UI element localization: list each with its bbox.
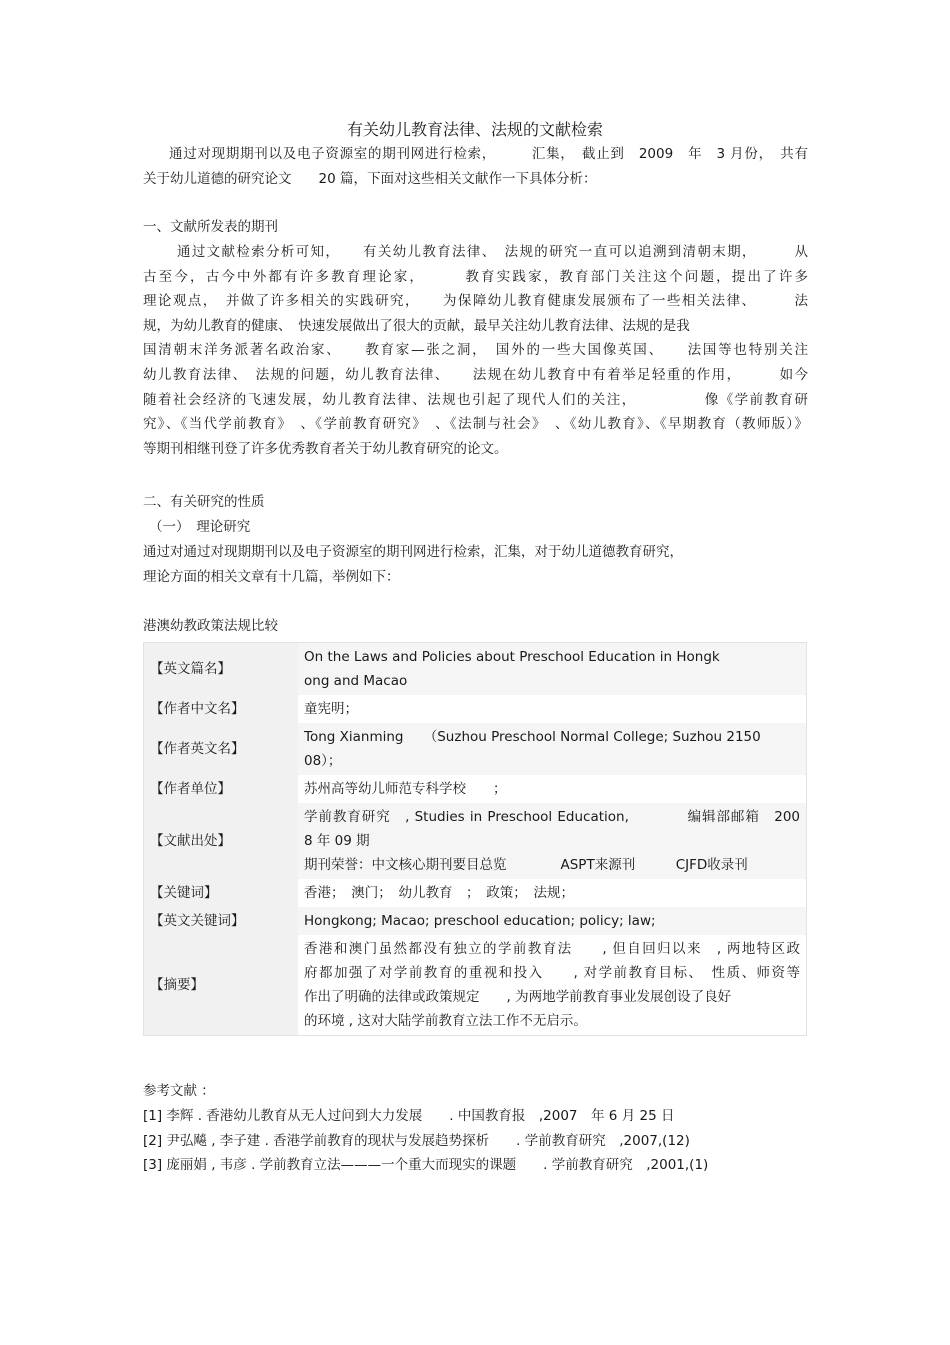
section1-heading [143, 215, 808, 240]
section1-heading-text: 一、文献所发表的期刊 [143, 219, 278, 235]
field-label: 【关键词】 [144, 879, 299, 907]
field-value [298, 907, 807, 935]
field-value [298, 723, 807, 775]
section1-line: 通过文献检索分析可知， 有关幼儿教育法律、 法规的研究一直可以追溯到清朝末期， 从 [177, 244, 808, 260]
field-label: 【作者中文名】 [144, 695, 299, 723]
field-value-line: 8 年 09 期 [304, 833, 370, 849]
field-value [298, 879, 807, 907]
section1-line: 理论观点， 并做了许多相关的实践研究， 为保障幼儿教育健康发展颁布了一些相关法律、 法 [143, 293, 808, 310]
table-row [144, 723, 807, 775]
field-value-line: Tong Xianming （Suzhou Preschool Normal College; Suzhou 2150 [304, 729, 761, 745]
field-value-line: ong and Macao [304, 673, 408, 689]
references-heading-text: 参考文献 ： [143, 1083, 215, 1099]
article-title [143, 614, 808, 639]
field-value-line: 香港； 澳门； 幼儿教育 ； 政策； 法规； [304, 885, 574, 901]
field-label: 【文献出处】 [144, 803, 299, 879]
field-value-line: 08）； [304, 753, 342, 769]
field-label: 【英文篇名】 [144, 643, 299, 696]
references-list [143, 1104, 808, 1178]
references-heading [143, 1079, 808, 1104]
section2-subheading-text: （一） 理论研究 [149, 519, 251, 535]
table-row [144, 803, 807, 879]
section2-subheading [143, 515, 808, 540]
section1-line: 究》、《当代学前教育》 、《学前教育研究》 、《法制与社会》 、《幼儿教育》、《早期教育（教师版）》 [143, 416, 808, 433]
field-label: 【摘要】 [144, 935, 299, 1036]
intro-line: 关于幼儿道德的研究论文 20 篇，下面对这些相关文献作一下具体分析： [143, 170, 597, 187]
field-value [298, 643, 807, 696]
table-row [144, 935, 807, 1036]
field-label: 【作者单位】 [144, 775, 299, 803]
field-label: 【作者英文名】 [144, 723, 299, 775]
section2-heading-text: 二、有关研究的性质 [143, 494, 265, 510]
field-value-line: On the Laws and Policies about Preschool Education in Hongk [304, 649, 720, 665]
section1-line: 规，为幼儿教育的健康、 快速发展做出了很大的贡献，最早关注幼儿教育法律、法规的是我 [143, 317, 690, 334]
field-value-line: 期刊荣誉：中文核心期刊要目总览 ASPT来源刊 CJFD收录刊 [304, 857, 748, 873]
section2-line: 理论方面的相关文章有十几篇，举例如下： [143, 568, 400, 585]
field-value-line: Hongkong; Macao; preschool education; policy; law; [304, 913, 656, 929]
section1-line: 等期刊相继刊登了许多优秀教育者关于幼儿教育研究的论文。 [143, 440, 508, 457]
field-value-line: 的环境 , 这对大陆学前教育立法工作不无启示。 [304, 1013, 587, 1029]
section2-line: 通过对通过对现期期刊以及电子资源室的期刊网进行检索，汇集，对于幼儿道德教育研究， [143, 544, 683, 560]
section2-paragraph [143, 540, 808, 589]
table-row [144, 907, 807, 935]
field-value-line: 苏州高等幼儿师范专科学校 ； [304, 781, 507, 797]
field-value [298, 803, 807, 879]
field-value [298, 775, 807, 803]
reference-item: [1] 李辉 . 香港幼儿教育从无人过问到大力发展 . 中国教育报 ,2007 年 6 月 25 日 [143, 1108, 675, 1124]
document-title: 有关幼儿教育法律、法规的文献检索 [346, 120, 603, 139]
field-value-line: 童宪明； [304, 701, 358, 717]
field-value [298, 695, 807, 723]
reference-item: [3] 庞丽娟 , 韦彦 . 学前教育立法———一个重大而现实的课题 . 学前教育研究 ,2001,(1) [143, 1157, 709, 1174]
field-value-line: 学前教育研究 , Studies in Preschool Education, 编辑部邮箱 200 [304, 809, 800, 825]
section2-heading [143, 490, 808, 515]
field-value-line: 府都加强了对学前教育的重视和投入 , 对学前教育目标、 性质、师资等 [304, 965, 800, 981]
table-row [144, 775, 807, 803]
intro-line: 通过对现期期刊以及电子资源室的期刊网进行检索， 汇集， 截止到 2009 年 3 月份， 共有 [169, 146, 808, 162]
field-value-line: 香港和澳门虽然都没有独立的学前教育法 , 但自回归以来 , 两地特区政 [304, 941, 800, 957]
section1-line: 幼儿教育法律、 法规的问题，幼儿教育法律、 法规在幼儿教育中有着举足轻重的作用， 如今 [143, 366, 808, 383]
section1-line: 随着社会经济的飞速发展，幼儿教育法律、法规也引起了现代人们的关注， 像《学前教育研 [143, 391, 808, 408]
article-title-text: 港澳幼教政策法规比较 [143, 618, 278, 634]
field-label: 【英文关键词】 [144, 907, 299, 935]
reference-item: [2] 尹弘飚 , 李子建 . 香港学前教育的现状与发展趋势探析 . 学前教育研究 ,2007,(12) [143, 1132, 690, 1149]
table-row [144, 643, 807, 696]
table-row [144, 879, 807, 907]
section1-line: 国清朝末洋务派著名政治家、 教育家—张之洞， 国外的一些大国像英国、 法国等也特别关注 [143, 342, 808, 359]
table-row [144, 695, 807, 723]
field-value [298, 935, 807, 1036]
field-value-line: 作出了明确的法律或政策规定 , 为两地学前教育事业发展创设了良好 [304, 989, 732, 1005]
article-info-table [143, 642, 807, 1036]
intro-paragraph [143, 142, 808, 191]
section1-line: 古至今，古今中外都有许多教育理论家， 教育实践家，教育部门关注这个问题，提出了许多 [143, 268, 808, 285]
section1-paragraph [143, 240, 808, 461]
